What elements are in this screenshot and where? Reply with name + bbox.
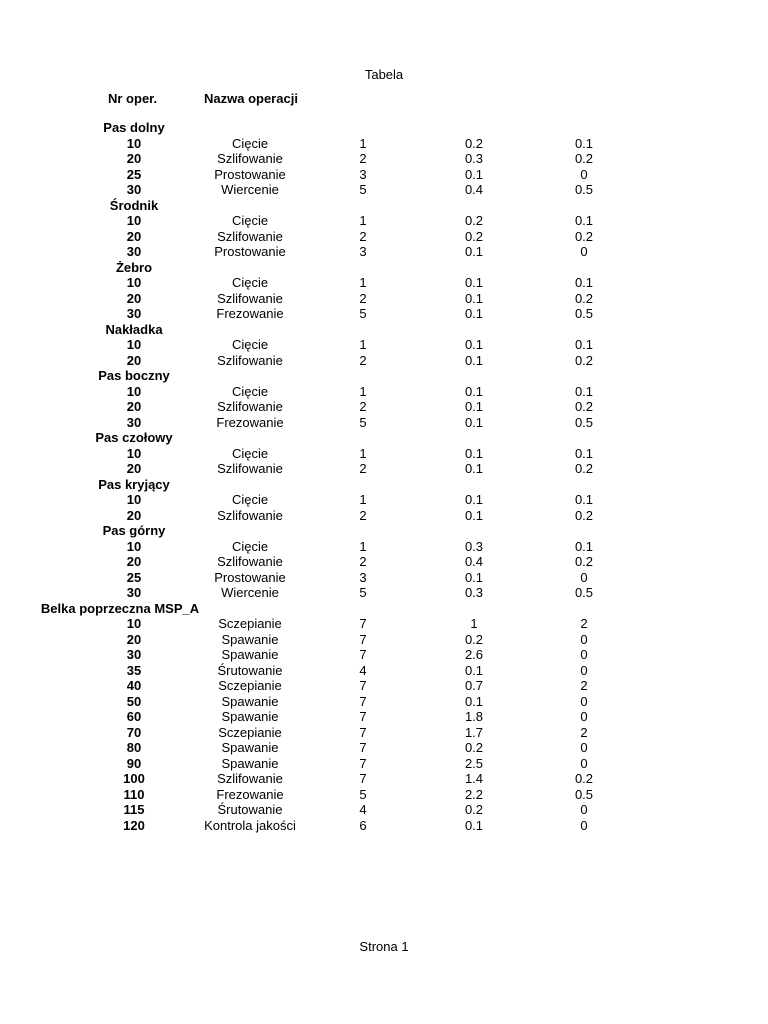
unit-time-cell: 0.1 <box>464 290 484 306</box>
op-number-cell: 110 <box>123 786 145 802</box>
op-number-cell: 30 <box>126 414 142 430</box>
workstation-cell: 2 <box>359 507 367 523</box>
workstation-cell: 7 <box>359 631 367 647</box>
unit-time-cell: 1.4 <box>464 771 484 786</box>
table-row <box>0 415 768 431</box>
table-row <box>0 585 768 601</box>
group-name: Pas dolny <box>103 120 165 135</box>
op-name-cell: Sczepianie <box>218 616 282 631</box>
workstation-cell: 2 <box>359 554 367 569</box>
group-name: Żebro <box>115 259 153 275</box>
workstation-cell: 1 <box>359 445 367 461</box>
op-name-cell: Prostowanie <box>214 166 286 182</box>
group-name: Nakładka <box>105 321 163 337</box>
op-name-cell: Szlifowanie <box>217 290 283 306</box>
table-row <box>0 818 768 834</box>
table-row <box>0 167 768 183</box>
setup-time-cell: 0.2 <box>574 554 594 569</box>
workstation-cell: 7 <box>359 616 367 631</box>
op-number-cell: 10 <box>126 616 142 631</box>
setup-time-cell: 0 <box>580 166 588 182</box>
setup-time-cell: 0 <box>580 817 588 833</box>
setup-time-cell: 0 <box>580 647 588 662</box>
setup-time-cell: 0.1 <box>574 337 594 352</box>
workstation-cell: 5 <box>359 786 367 802</box>
op-number-cell: 30 <box>126 182 142 197</box>
op-name-cell: Wiercenie <box>221 585 279 600</box>
setup-time-cell: 0.2 <box>574 352 594 368</box>
group-heading-row <box>0 322 768 338</box>
op-name-cell: Szlifowanie <box>217 399 283 414</box>
op-name-cell: Szlifowanie <box>217 507 283 523</box>
unit-time-cell: 2.6 <box>464 647 484 662</box>
unit-time-cell: 0.1 <box>464 569 484 585</box>
setup-time-cell: 0 <box>580 569 588 585</box>
table-row <box>0 275 768 291</box>
op-number-cell: 10 <box>126 337 142 352</box>
op-number-cell: 20 <box>126 399 142 414</box>
op-number-cell: 20 <box>126 461 142 476</box>
op-number-cell: 20 <box>126 290 142 306</box>
unit-time-cell: 0.3 <box>464 151 484 166</box>
setup-time-cell: 0.1 <box>574 383 594 399</box>
op-number-cell: 10 <box>126 135 142 151</box>
setup-time-cell: 0.2 <box>574 507 594 523</box>
op-number-cell: 60 <box>126 709 142 724</box>
unit-time-cell: 0.1 <box>464 693 484 709</box>
unit-time-cell: 0.7 <box>464 678 484 693</box>
op-name-cell: Śrutowanie <box>217 802 283 817</box>
workstation-cell: 1 <box>359 538 367 554</box>
unit-time-cell: 0.1 <box>464 817 484 833</box>
unit-time-cell: 0.1 <box>464 414 484 430</box>
setup-time-cell: 0.2 <box>574 461 594 476</box>
op-number-cell: 20 <box>126 151 142 166</box>
unit-time-cell: 0.2 <box>464 740 484 755</box>
unit-time-cell: 0.3 <box>464 585 484 600</box>
table-row <box>0 740 768 756</box>
op-name-cell: Szlifowanie <box>217 461 283 476</box>
op-name-cell: Spawanie <box>221 709 279 724</box>
setup-time-cell: 0 <box>580 740 588 755</box>
op-name-cell: Prostowanie <box>214 569 286 585</box>
op-number-cell: 40 <box>126 678 142 693</box>
op-name-cell: Szlifowanie <box>217 554 283 569</box>
op-number-cell: 30 <box>126 306 142 321</box>
op-number-cell: 10 <box>126 213 142 228</box>
unit-time-cell: 0.1 <box>464 244 484 259</box>
op-number-cell: 25 <box>126 166 142 182</box>
setup-time-cell: 0.1 <box>574 135 594 151</box>
op-name-cell: Szlifowanie <box>217 151 283 166</box>
op-name-cell: Cięcie <box>231 135 269 151</box>
workstation-cell: 7 <box>359 771 367 786</box>
group-name: Środnik <box>109 197 159 213</box>
table-row <box>0 787 768 803</box>
header-nr-oper: Nr oper. <box>108 91 158 106</box>
op-name-cell: Sczepianie <box>218 678 282 693</box>
setup-time-cell: 2 <box>580 678 588 693</box>
unit-time-cell: 0.3 <box>464 538 484 554</box>
table-row <box>0 353 768 369</box>
setup-time-cell: 0.2 <box>574 399 594 414</box>
workstation-cell: 1 <box>359 337 367 352</box>
op-number-cell: 20 <box>126 631 142 647</box>
setup-time-cell: 0.1 <box>574 445 594 461</box>
setup-time-cell: 0.1 <box>574 538 594 554</box>
table-row <box>0 446 768 462</box>
unit-time-cell: 0.4 <box>464 182 484 197</box>
workstation-cell: 3 <box>359 569 367 585</box>
workstation-cell: 7 <box>359 709 367 724</box>
workstation-cell: 5 <box>359 585 367 600</box>
workstation-cell: 7 <box>359 755 367 771</box>
table-row <box>0 694 768 710</box>
op-name-cell: Frezowanie <box>216 786 284 802</box>
op-number-cell: 20 <box>126 507 142 523</box>
workstation-cell: 4 <box>359 802 367 817</box>
workstation-cell: 1 <box>359 492 367 507</box>
op-name-cell: Cięcie <box>231 337 269 352</box>
workstation-cell: 7 <box>359 740 367 755</box>
table-header <box>0 91 768 107</box>
op-name-cell: Cięcie <box>231 383 269 399</box>
table-row <box>0 461 768 477</box>
workstation-cell: 3 <box>359 244 367 259</box>
unit-time-cell: 0.2 <box>464 228 484 244</box>
setup-time-cell: 2 <box>580 616 588 631</box>
workstation-cell: 1 <box>359 213 367 228</box>
workstation-cell: 4 <box>359 662 367 678</box>
operations-table <box>0 120 768 833</box>
workstation-cell: 2 <box>359 461 367 476</box>
op-name-cell: Spawanie <box>221 740 279 755</box>
op-number-cell: 10 <box>126 538 142 554</box>
group-heading-row <box>0 430 768 446</box>
op-name-cell: Frezowanie <box>216 306 284 321</box>
op-name-cell: Cięcie <box>231 213 269 228</box>
unit-time-cell: 2.5 <box>464 755 484 771</box>
workstation-cell: 1 <box>359 383 367 399</box>
unit-time-cell: 0.2 <box>464 631 484 647</box>
op-number-cell: 10 <box>126 275 142 290</box>
workstation-cell: 2 <box>359 151 367 166</box>
op-name-cell: Spawanie <box>221 755 279 771</box>
unit-time-cell: 0.4 <box>464 554 484 569</box>
unit-time-cell: 0.1 <box>464 337 484 352</box>
group-heading-row <box>0 198 768 214</box>
setup-time-cell: 0 <box>580 662 588 678</box>
op-name-cell: Prostowanie <box>214 244 286 259</box>
table-row <box>0 508 768 524</box>
op-name-cell: Spawanie <box>221 647 279 662</box>
unit-time-cell: 0.1 <box>464 352 484 368</box>
unit-time-cell: 0.1 <box>464 399 484 414</box>
workstation-cell: 2 <box>359 290 367 306</box>
group-heading-row <box>0 477 768 493</box>
op-name-cell: Cięcie <box>231 275 269 290</box>
group-heading-row <box>0 120 768 136</box>
setup-time-cell: 0.5 <box>574 585 594 600</box>
setup-time-cell: 0.2 <box>574 290 594 306</box>
group-heading-row <box>0 260 768 276</box>
table-row <box>0 539 768 555</box>
op-name-cell: Wiercenie <box>221 182 279 197</box>
table-row <box>0 151 768 167</box>
unit-time-cell: 0.1 <box>464 383 484 399</box>
table-row <box>0 291 768 307</box>
setup-time-cell: 0 <box>580 693 588 709</box>
workstation-cell: 1 <box>359 275 367 290</box>
op-name-cell: Spawanie <box>221 693 279 709</box>
op-number-cell: 70 <box>126 724 142 740</box>
setup-time-cell: 0 <box>580 802 588 817</box>
op-name-cell: Szlifowanie <box>217 228 283 244</box>
unit-time-cell: 0.2 <box>464 135 484 151</box>
op-name-cell: Frezowanie <box>216 414 284 430</box>
group-name: Pas boczny <box>98 368 170 383</box>
group-name: Pas górny <box>102 523 166 538</box>
setup-time-cell: 0 <box>580 709 588 724</box>
workstation-cell: 7 <box>359 678 367 693</box>
op-name-cell: Szlifowanie <box>217 771 283 786</box>
table-row <box>0 182 768 198</box>
op-number-cell: 30 <box>126 585 142 600</box>
workstation-cell: 5 <box>359 182 367 197</box>
op-number-cell: 30 <box>126 647 142 662</box>
table-row <box>0 306 768 322</box>
op-number-cell: 10 <box>126 492 142 507</box>
op-number-cell: 100 <box>123 771 145 786</box>
workstation-cell: 7 <box>359 724 367 740</box>
table-row <box>0 616 768 632</box>
unit-time-cell: 1.8 <box>464 709 484 724</box>
table-row <box>0 136 768 152</box>
workstation-cell: 2 <box>359 399 367 414</box>
table-row <box>0 725 768 741</box>
group-name: Belka poprzeczna MSP_A <box>40 600 200 616</box>
op-number-cell: 20 <box>126 352 142 368</box>
setup-time-cell: 2 <box>580 724 588 740</box>
setup-time-cell: 0 <box>580 631 588 647</box>
op-number-cell: 35 <box>126 662 142 678</box>
setup-time-cell: 0.5 <box>574 306 594 321</box>
setup-time-cell: 0.5 <box>574 182 594 197</box>
table-row <box>0 554 768 570</box>
unit-time-cell: 0.2 <box>464 213 484 228</box>
op-number-cell: 10 <box>126 383 142 399</box>
op-number-cell: 50 <box>126 693 142 709</box>
unit-time-cell: 0.1 <box>464 662 484 678</box>
setup-time-cell: 0.2 <box>574 228 594 244</box>
table-row <box>0 771 768 787</box>
op-number-cell: 80 <box>126 740 142 755</box>
op-number-cell: 120 <box>123 817 145 833</box>
setup-time-cell: 0.5 <box>574 786 594 802</box>
table-row <box>0 709 768 725</box>
table-row <box>0 244 768 260</box>
workstation-cell: 7 <box>359 693 367 709</box>
unit-time-cell: 0.1 <box>464 492 484 507</box>
setup-time-cell: 0.1 <box>574 213 594 228</box>
setup-time-cell: 0.2 <box>574 151 594 166</box>
op-number-cell: 20 <box>126 228 142 244</box>
group-heading-row <box>0 601 768 617</box>
group-name: Pas czołowy <box>95 430 173 445</box>
setup-time-cell: 0.2 <box>574 771 594 786</box>
table-row <box>0 632 768 648</box>
op-number-cell: 30 <box>126 244 142 259</box>
setup-time-cell: 0 <box>580 244 588 259</box>
table-row <box>0 337 768 353</box>
op-name-cell: Kontrola jakości <box>204 817 296 833</box>
page-footer: Strona 1 <box>359 939 409 954</box>
unit-time-cell: 0.1 <box>464 507 484 523</box>
table-row <box>0 492 768 508</box>
setup-time-cell: 0.5 <box>574 414 594 430</box>
workstation-cell: 5 <box>359 306 367 321</box>
op-name-cell: Spawanie <box>221 631 279 647</box>
workstation-cell: 2 <box>359 228 367 244</box>
group-name: Pas kryjący <box>98 476 170 492</box>
table-row <box>0 213 768 229</box>
op-name-cell: Sczepianie <box>218 724 282 740</box>
op-name-cell: Śrutowanie <box>217 662 283 678</box>
workstation-cell: 7 <box>359 647 367 662</box>
table-row <box>0 229 768 245</box>
table-row <box>0 678 768 694</box>
setup-time-cell: 0.1 <box>574 492 594 507</box>
table-row <box>0 663 768 679</box>
workstation-cell: 3 <box>359 166 367 182</box>
workstation-cell: 1 <box>359 135 367 151</box>
op-name-cell: Szlifowanie <box>217 352 283 368</box>
setup-time-cell: 0.1 <box>574 275 594 290</box>
unit-time-cell: 0.1 <box>464 275 484 290</box>
table-row <box>0 399 768 415</box>
table-row <box>0 570 768 586</box>
workstation-cell: 6 <box>359 817 367 833</box>
unit-time-cell: 1 <box>470 616 478 631</box>
op-number-cell: 20 <box>126 554 142 569</box>
unit-time-cell: 2.2 <box>464 786 484 802</box>
op-number-cell: 115 <box>123 802 145 817</box>
op-number-cell: 10 <box>126 445 142 461</box>
unit-time-cell: 0.2 <box>464 802 484 817</box>
unit-time-cell: 0.1 <box>464 166 484 182</box>
op-number-cell: 25 <box>126 569 142 585</box>
unit-time-cell: 0.1 <box>464 306 484 321</box>
workstation-cell: 2 <box>359 352 367 368</box>
op-name-cell: Cięcie <box>231 492 269 507</box>
unit-time-cell: 0.1 <box>464 461 484 476</box>
op-number-cell: 90 <box>126 755 142 771</box>
op-name-cell: Cięcie <box>231 445 269 461</box>
header-nazwa-operacji: Nazwa operacji <box>204 91 298 106</box>
unit-time-cell: 1.7 <box>464 724 484 740</box>
group-heading-row <box>0 368 768 384</box>
table-row <box>0 647 768 663</box>
workstation-cell: 5 <box>359 414 367 430</box>
table-row <box>0 802 768 818</box>
group-heading-row <box>0 523 768 539</box>
setup-time-cell: 0 <box>580 755 588 771</box>
unit-time-cell: 0.1 <box>464 445 484 461</box>
page-title: Tabela <box>364 67 404 82</box>
table-row <box>0 384 768 400</box>
op-name-cell: Cięcie <box>231 538 269 554</box>
table-row <box>0 756 768 772</box>
